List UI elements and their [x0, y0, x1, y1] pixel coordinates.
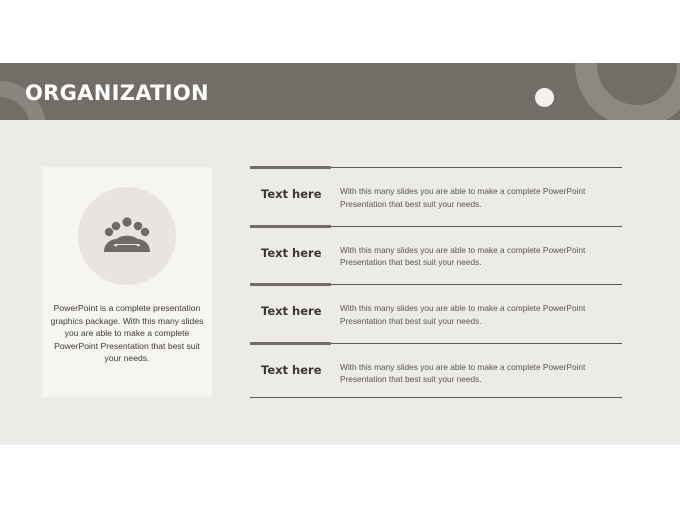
card-description: PowerPoint is a complete presentation graphics package. With this many slides you are able to make a complete PowerPoint Presentation that best suit your needs.: [50, 303, 204, 363]
row-description: With this many slides you are able to make a complete PowerPoint Presentation that best suit your needs.: [340, 244, 586, 267]
row-description: With this many slides you are able to make a complete PowerPoint Presentation that best suit your needs.: [340, 361, 586, 384]
list-item: [250, 343, 622, 402]
list-bottom-divider: [250, 397, 622, 398]
row-description: With this many slides you are able to make a complete PowerPoint Presentation that best suit your needs.: [340, 303, 586, 326]
row-accent-bar: [250, 166, 331, 169]
list-item: [250, 284, 622, 343]
list-item: [250, 226, 622, 285]
row-title: Text here: [261, 304, 322, 318]
decorative-ring-right: [575, 63, 680, 120]
row-accent-bar: [250, 283, 331, 286]
text-list: [250, 167, 622, 401]
title-bar: [0, 63, 680, 120]
row-accent-bar: [250, 225, 331, 228]
row-accent-bar: [250, 342, 331, 345]
row-title: Text here: [261, 187, 322, 201]
row-description: With this many slides you are able to make a complete PowerPoint Presentation that best suit your needs.: [340, 186, 586, 209]
decorative-dot: [535, 88, 554, 107]
slide: [0, 63, 680, 445]
people-meeting-icon: [103, 217, 151, 253]
row-title: Text here: [261, 245, 322, 260]
info-card: [42, 167, 212, 397]
page-title: ORGANIZATION: [25, 81, 209, 105]
row-title: Text here: [261, 362, 322, 377]
list-item: [250, 167, 622, 226]
icon-circle: [78, 187, 176, 285]
